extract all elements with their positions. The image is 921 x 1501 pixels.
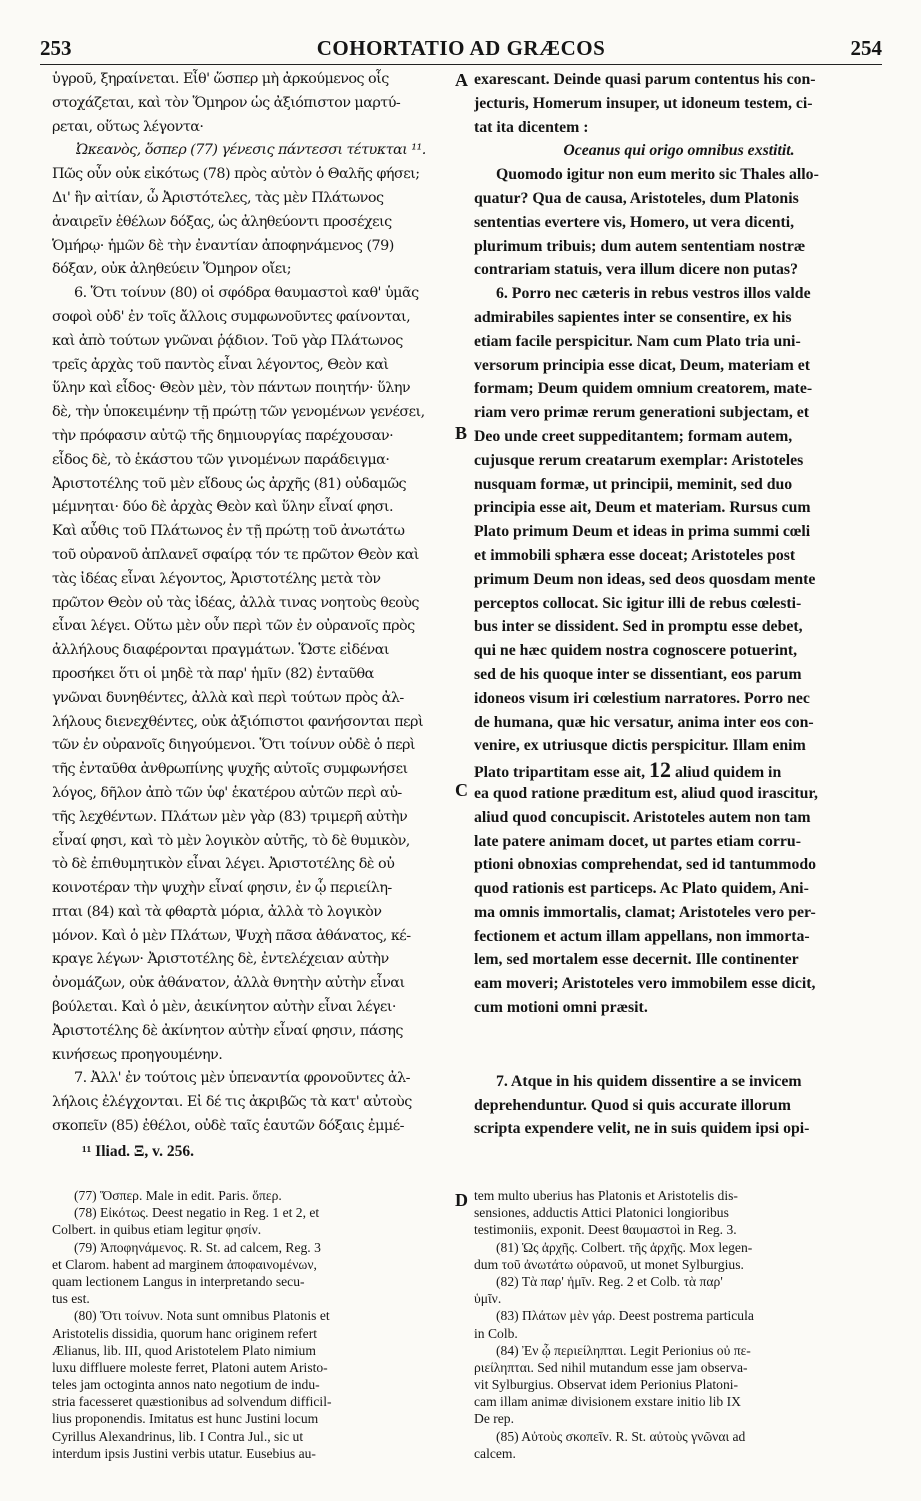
greek-line: Ἀριστοτέλης δὲ ἀκίνητον αὐτὴν εἶναί φησιν, πάσης (52, 1022, 403, 1039)
note-line: ριείληπται. Sed nihil mutandum esse jam observa- (474, 1359, 748, 1375)
margin-marker-d: D (455, 1190, 468, 1210)
page-header (40, 34, 882, 65)
note-line: Colbert. in quibus etiam legitur φησίν. (52, 1222, 262, 1238)
greek-line: λήλοις ἐλέγχονται. Εἰ δέ τις ἀκριβῶς τὰ κατ' αὐτοὺς (52, 1094, 412, 1111)
greek-line: τὰς ἰδέας εἶναι λέγοντος, Ἀριστοτέλης μετὰ τὸν (52, 570, 381, 587)
latin-text-column (474, 68, 884, 1141)
page-number-right: 254 (850, 36, 882, 60)
margin-marker-c: C (455, 780, 468, 800)
latin-line: fectionem et actum illam appellans, non immorta- (474, 927, 810, 945)
latin-line: ea quod ratione præditum est, aliud quod irascitur, (474, 784, 818, 802)
greek-line: λήλους διενεχθέντες, οὐκ ἀξιόπιστοι φανήσονται περὶ (52, 713, 424, 730)
latin-line: qui ne hæc quidem nostra cognoscere potuerint, (474, 642, 798, 660)
latin-line: 7. Atque in his quidem dissentire a se invicem (496, 1072, 802, 1090)
latin-line: late patere animam docet, ut partes etiam corru- (474, 832, 801, 850)
latin-line: scripta expendere velit, ne in suis quidem ipsi opi- (474, 1120, 810, 1138)
greek-line: τῶν ἐν οὐρανοῖς διηγούμενοι. Ὅτι τοίνυν οὐδὲ ὁ περὶ (52, 737, 416, 754)
greek-line: εἶναί φησι, καὶ τὸ μὲν λογικὸν αὐτῆς, τὸ δὲ θυμικὸν, (52, 832, 410, 849)
note-line: tus est. (52, 1291, 90, 1307)
latin-line: ptioni obnoxias comprehendat, sed id tantummodo (474, 856, 817, 874)
latin-line: versorum principia esse dicat, Deum, materiam et (474, 356, 811, 374)
note-line: De rep. (474, 1411, 515, 1427)
latin-line: plurimum tribuis; dum autem sententiam nostræ (474, 237, 806, 255)
latin-line: primum Deum non ideas, sed deos quosdam mente (474, 570, 816, 588)
greek-line: δὲ, τὴν ὑποκειμένην τῇ πρώτῃ τῶν γενομένων γενέσει, (52, 404, 425, 421)
latin-line: ma omnis immortalis, clamat; Aristoteles vero per- (474, 903, 816, 921)
note-line: (81) Ὡς ἀρχῆς. Colbert. τῆς ἀρχῆς. Mox legen- (496, 1239, 753, 1255)
latin-line-segment: aliud quidem in (675, 764, 782, 782)
greek-line: κινήσεως προηγουμένην. (52, 1046, 223, 1063)
greek-line: δόξαν, οὐκ ἀληθεύειν Ὅμηρον οἴει; (52, 261, 291, 278)
latin-block-1 (474, 68, 884, 758)
latin-line: quod rationis est particeps. Ac Plato quidem, Ani- (474, 880, 809, 898)
note-line: dum τοῦ ἀνωτάτω οὐρανοῦ, ut monet Sylburgius. (474, 1256, 744, 1272)
greek-line: τρεῖς ἀρχὰς τοῦ παντὸς εἶναι λέγοντος, Θεὸν καὶ (52, 356, 389, 373)
note-line: Ælianus, lib. III, quod Aristotelem Plato nimium (52, 1342, 316, 1358)
greek-line: ὕλην καὶ εἶδος· Θεὸν μὲν, τὸν πάντων ποιητήν· ὕλην (52, 380, 411, 397)
latin-line: aliud quod concupiscit. Aristoteles autem non tam (474, 808, 811, 826)
greek-line: Ὁμήρῳ· ἡμῶν δὲ τὴν ἐναντίαν ἀποφηνάμενος (79) (52, 237, 394, 254)
greek-line: Ἀριστοτέλης τοῦ μὲν εἴδους ὡς ἀρχῆς (81) οὐδαμῶς (52, 475, 407, 492)
greek-line: Ὠκεανὸς, ὅσπερ (77) γένεσις πάντεσσι τέτυκται ¹¹. (76, 142, 426, 159)
latin-line: contrariam statuis, vera illum dicere non putas? (474, 261, 798, 279)
latin-line: deprehenduntur. Quod si quis accurate illorum (474, 1096, 791, 1114)
greek-line: ἀναιρεῖν ἐθέλων δόξας, ὡς ἀληθεύοντι προσέχεις (52, 213, 392, 230)
note-line: (77) Ὅσπερ. Male in edit. Paris. ὅπερ. (74, 1188, 282, 1203)
greek-line: γνῶναι δυνηθέντες, ἀλλὰ καὶ περὶ τούτων πρὸς ἀλ- (52, 689, 404, 706)
page-number-left: 253 (40, 36, 72, 60)
greek-line: Δι' ἣν αἰτίαν, ὦ Ἀριστότελες, τὰς μὲν Πλάτωνος (52, 189, 384, 206)
latin-line: et immobili sphæra esse doceat; Aristoteles post (474, 546, 796, 564)
greek-line: εἶναι λέγει. Οὕτω μὲν οὖν περὶ τῶν ἐν οὐρανοῖς πρὸς (52, 618, 415, 635)
latin-line: quatur? Qua de causa, Aristoteles, dum Platonis (474, 189, 799, 207)
inline-chapter-number: 12 (649, 757, 672, 783)
greek-line: στοχάζεται, καὶ τὸν Ὅμηρον ὡς ἀξιόπιστον μαρτύ- (52, 94, 401, 111)
note-line: teles jam octoginta annos nato negotium de indu- (52, 1377, 320, 1393)
note-line: luxu diffluere moleste ferret, Platoni autem Aristo- (52, 1359, 328, 1375)
latin-line: bus inter se dissident. Sed in promptu esse debet, (474, 618, 803, 636)
margin-marker-b: B (455, 423, 468, 443)
greek-line: πρῶτον Θεὸν οὐ τὰς ἰδέας, ἀλλὰ τινας νοητοὺς θεοὺς (52, 594, 419, 611)
latin-block-2 (474, 782, 884, 1020)
latin-line: riam vero primæ rerum generationi subjectam, et (474, 404, 810, 422)
note-line: interdum ipsis Justini verbis utatur. Eusebius au- (52, 1445, 316, 1461)
greek-line: προσήκει ὅτι οἱ μηδὲ τὰ παρ' ἡμῖν (82) ἐνταῦθα (52, 665, 374, 682)
latin-line: formam; Deum quidem omnium creatorem, mate- (474, 380, 813, 398)
note-line: lius proponendis. Imitatus est hunc Justini locum (52, 1411, 319, 1427)
latin-line-segment: Plato tripartitam esse ait, (474, 764, 646, 782)
greek-line: βούλεται. Καὶ ὁ μὲν, ἀεικίνητον αὐτὴν εἶναι λέγει· (52, 999, 396, 1016)
latin-line: Deo unde creet suppeditantem; formam autem, (474, 427, 793, 445)
note-line: cam illam animæ divisionem exstare initio lib IX (474, 1394, 741, 1410)
latin-line: lem, sed mortalem esse decernit. Ille continenter (474, 951, 799, 969)
note-line: vit Sylburgius. Observat idem Perionius Platoni- (474, 1377, 739, 1393)
greek-line: τοῦ οὐρανοῦ ἀπλανεῖ σφαίρᾳ τόν τε πρῶτον Θεὸν καὶ (52, 546, 419, 563)
latin-line: etiam facile perspicitur. Nam cum Plato tria uni- (474, 332, 801, 350)
greek-line: σκοπεῖν (85) ἐθέλοι, οὐδὲ ταῖς ἑαυτῶν δόξαις ἐμμέ- (52, 1118, 404, 1135)
greek-line: τὴν πρόφασιν αὐτῷ τῆς δημιουργίας παρέχουσαν· (52, 427, 394, 444)
latin-line: jecturis, Homerum insuper, ut idoneum testem, ci- (474, 94, 813, 112)
latin-line: admirabiles sapientes inter se consentire, ex his (474, 308, 792, 326)
note-line: calcem. (474, 1445, 516, 1461)
note-line: (78) Εἰκότως. Deest negatio in Reg. 1 et 2, et (74, 1205, 320, 1221)
greek-line: ρεται, οὕτως λέγοντα· (52, 118, 204, 135)
latin-line: idoneos visum iri cœlestium narratores. Porro nec (474, 689, 810, 707)
latin-line: tat ita dicentem : (474, 118, 589, 136)
latin-line: 6. Porro nec cæteris in rebus vestros illos valde (496, 285, 811, 303)
notes-right-column (474, 1187, 884, 1462)
note-line: sensiones, adductis Attici Platonici longioribus (474, 1205, 729, 1221)
greek-line: Πῶς οὖν οὐκ εἰκότως (78) πρὸς αὐτὸν ὁ Θαλῆς φήσει; (52, 166, 420, 183)
latin-line: eam moveri; Aristoteles vero immobilem esse dicit, (474, 975, 816, 993)
latin-line: venire, ex utriusque dictis perspicitur. Illam enim (474, 737, 806, 755)
greek-line: μέμνηται· δύο δὲ ἀρχὰς Θεὸν καὶ ὕλην εἶναί φησι. (52, 499, 393, 516)
latin-line: principia esse ait, Deum et materiam. Rursus cum (474, 499, 811, 517)
greek-line: 6. Ὅτι τοίνυν (80) οἱ σφόδρα θαυμαστοὶ καθ' ὑμᾶς (74, 285, 419, 302)
latin-line: sed de his quoque inter se dissentiant, eos parum (474, 665, 802, 683)
latin-line: exarescant. Deinde quasi parum contentus his con- (474, 71, 816, 88)
note-line: Cyrillus Alexandrinus, lib. I Contra Jul., sic ut (52, 1428, 304, 1444)
note-line: tem multo uberius has Platonis et Aristotelis dis- (474, 1188, 738, 1203)
latin-block-3 (474, 1070, 884, 1141)
note-line: Aristotelis dissidia, quorum hanc originem refert (52, 1325, 318, 1341)
latin-line: cujusque rerum creatarum exemplar: Aristoteles (474, 451, 804, 469)
latin-line: Plato primum Deum et ideas in prima summi cœli (474, 523, 811, 541)
note-line: ὑμῖν. (474, 1291, 502, 1307)
latin-line: perceptos collocat. Sic igitur illi de rebus cœlesti- (474, 594, 802, 612)
note-line: (84) Ἐν ᾧ περιείληπται. Legit Perionius οὐ πε- (496, 1342, 751, 1358)
greek-line: εἶδος δὲ, τὸ ἑκάστου τῶν γινομένων παράδειγμα· (52, 451, 390, 468)
column-gap (474, 1020, 884, 1070)
note-line: quam lectionem Langus in interpretando secu- (52, 1273, 305, 1289)
note-line: (80) Ὅτι τοίνυν. Nota sunt omnibus Platonis et (74, 1308, 330, 1324)
latin-line: Quomodo igitur non eum merito sic Thales allo- (496, 166, 819, 184)
note-line: testimoniis, exponit. Deest θαυμαστοὶ in Reg. 3. (474, 1222, 737, 1238)
latin-line: sententias evertere vis, Homero, ut vera dicenti, (474, 213, 795, 231)
latin-line (474, 758, 884, 782)
note-line: in Colb. (474, 1325, 518, 1341)
greek-line: Καὶ αὖθις τοῦ Πλάτωνος ἐν τῇ πρώτῃ τοῦ ἀνωτάτω (52, 523, 405, 540)
latin-line: cum motioni omni præsit. (474, 999, 648, 1017)
greek-line: μόνον. Καὶ ὁ μὲν Πλάτων, Ψυχὴ πᾶσα ἀθάνατος, κέ- (52, 927, 411, 944)
running-title: COHORTATIO AD GRÆCOS (316, 36, 606, 60)
greek-line: τῆς ἐνταῦθα ἀνθρωπίνης ψυχῆς αὐτοῖς συμφωνήσει (52, 761, 408, 778)
latin-line: de humana, quæ hic versatur, anima inter eos con- (474, 713, 814, 731)
note-line: (85) Αὐτοὺς σκοπεῖν. R. St. αὐτοὺς γνῶναι ad (496, 1428, 746, 1444)
greek-line: καὶ ἀπὸ τούτων γνῶναι ῥᾴδιον. Τοῦ γὰρ Πλάτωνος (52, 332, 403, 349)
footnote-reference: ¹¹ Iliad. Ξ, v. 256. (82, 1143, 194, 1160)
greek-line: τὸ δὲ ἐπιθυμητικὸν εἶναι λέγει. Ἀριστοτέλης δὲ οὐ (52, 856, 395, 873)
note-line: (79) Ἀποφηνάμενος. R. St. ad calcem, Reg. 3 (74, 1239, 321, 1255)
greek-line: σοφοὶ οὐδ' ἐν τοῖς ἄλλοις συμφωνοῦντες φαίνονται, (52, 308, 411, 325)
note-line: et Clarom. habent ad marginem ἀποφαινομένων, (52, 1256, 317, 1272)
greek-line: κραγε λέγων· Ἀριστοτέλης δὲ, ἐντελέχειαν αὐτὴν (52, 951, 389, 968)
latin-line: nusquam formæ, ut principii, meminit, sed duo (474, 475, 793, 493)
latin-line: Oceanus qui origo omnibus exstitit. (563, 142, 795, 160)
notes-left-column (52, 1187, 448, 1462)
greek-line: ὑγροῦ, ξηραίνεται. Εἶθ' ὥσπερ μὴ ἀρκούμενος οἷς (52, 71, 389, 87)
greek-text-column (52, 68, 450, 1139)
greek-line: ὀνομάζων, οὐκ ἀθάνατον, ἀλλὰ θνητὴν αὐτὴν εἶναι (52, 975, 405, 992)
greek-line: λόγος, δῆλον ἀπὸ τῶν ὑφ' ἑκατέρου αὐτῶν περὶ αὐ- (52, 784, 402, 801)
greek-line: τῆς λεχθέντων. Πλάτων μὲν γὰρ (83) τριμερῆ αὐτὴν (52, 808, 408, 825)
greek-line: πται (84) καὶ τὰ φθαρτὰ μόρια, ἀλλὰ τὸ λογικὸν (52, 903, 382, 920)
greek-line: ἀλλήλους διαφέρονται πραγμάτων. Ὥστε εἰδέναι (52, 642, 389, 659)
note-line: (82) Τὰ παρ' ἡμῖν. Reg. 2 et Colb. τὰ παρ' (496, 1273, 723, 1289)
note-line: (83) Πλάτων μὲν γάρ. Deest postrema particula (496, 1308, 754, 1324)
margin-marker-a: A (455, 70, 468, 90)
greek-line: 7. Ἀλλ' ἐν τούτοις μὲν ὑπεναντία φρονοῦντες ἀλ- (74, 1070, 410, 1087)
greek-line: κοινοτέραν τὴν ψυχὴν εἶναί φησιν, ἐν ᾧ περιείλη- (52, 880, 392, 897)
note-line: stria facesseret quæstionibus ad solvendum difficil- (52, 1394, 332, 1410)
